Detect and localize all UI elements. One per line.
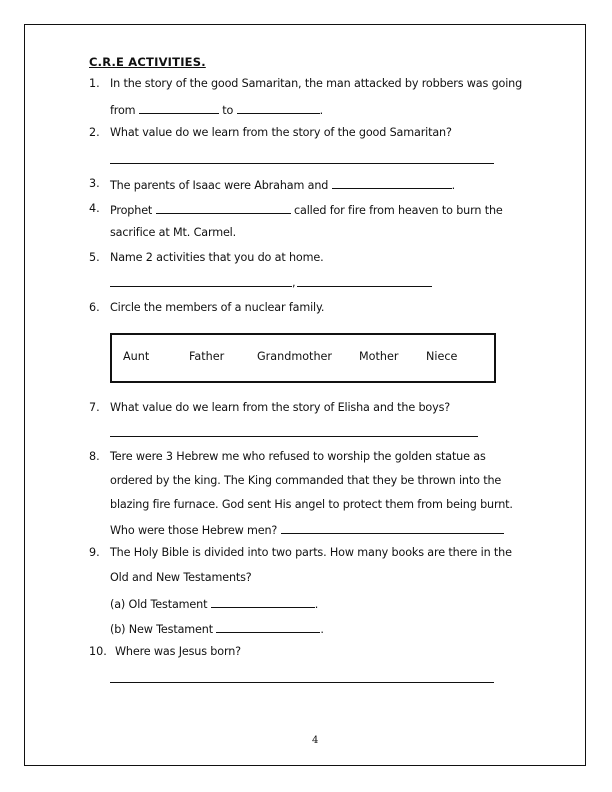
question-8-prompt: Who were those Hebrew men? (110, 524, 278, 537)
question-4-text (110, 202, 503, 218)
period: . (451, 179, 456, 192)
question-5-number: 5. (89, 251, 100, 264)
question-9b-label: (b) New Testament (110, 623, 213, 636)
question-6-number: 6. (89, 301, 100, 314)
question-5-answer-line-2[interactable] (297, 286, 432, 287)
question-9a-answer-blank[interactable] (211, 596, 315, 608)
question-3-answer-blank[interactable] (332, 177, 452, 189)
period: . (319, 104, 323, 117)
question-1-answer-row (110, 102, 323, 118)
question-3-text (110, 177, 455, 193)
question-4-suffix: called for fire from heaven to burn the (293, 204, 503, 217)
question-9-number: 9. (89, 546, 100, 559)
question-4-text-cont: sacrifice at Mt. Carmel. (110, 226, 237, 239)
question-9b-answer-blank[interactable] (216, 621, 320, 633)
question-10-text: Where was Jesus born? (115, 645, 241, 658)
question-8-text-line-1: Tere were 3 Hebrew me who refused to worship the golden statue as (110, 450, 486, 463)
option-niece[interactable]: Niece (426, 350, 458, 363)
question-2-number: 2. (89, 126, 100, 139)
to-label: to (222, 104, 234, 117)
question-1-number: 1. (89, 77, 100, 90)
question-3-prompt: The parents of Isaac were Abraham and (110, 179, 329, 192)
option-grandmother[interactable]: Grandmother (257, 350, 333, 363)
question-10-number: 10. (89, 645, 107, 658)
period: . (320, 623, 324, 636)
option-father[interactable]: Father (189, 350, 225, 363)
period: . (314, 598, 319, 611)
answer-blank-to[interactable] (237, 102, 320, 114)
question-2-text: What value do we learn from the story of the good Samaritan? (110, 126, 452, 139)
question-7-answer-line[interactable] (110, 436, 478, 437)
option-aunt[interactable]: Aunt (123, 350, 150, 363)
question-1-text: In the story of the good Samaritan, the man attacked by robbers was going (110, 77, 523, 90)
question-8-text-line-4 (110, 522, 504, 538)
question-9a (110, 596, 318, 612)
question-9-text-line-2: Old and New Testaments? (110, 571, 252, 584)
from-label: from (110, 104, 136, 117)
question-8-answer-blank[interactable] (281, 522, 504, 534)
question-8-text-line-2: ordered by the king. The King commanded that they be thrown into the (110, 474, 502, 487)
question-4-number: 4. (89, 202, 100, 215)
page-number: 4 (312, 735, 319, 746)
question-9-text-line-1: The Holy Bible is divided into two parts. How many books are there in the (110, 546, 512, 559)
question-4-answer-blank[interactable] (156, 202, 291, 214)
question-8-number: 8. (89, 450, 100, 463)
question-2-answer-line[interactable] (110, 163, 494, 164)
question-10-answer-line[interactable] (110, 682, 494, 683)
question-4-prefix: Prophet (110, 204, 153, 217)
question-3-number: 3. (89, 177, 100, 190)
question-9a-label: (a) Old Testament (110, 598, 208, 611)
question-7-text: What value do we learn from the story of Elisha and the boys? (110, 401, 451, 414)
question-5-answer-line-1[interactable] (110, 286, 292, 287)
question-9b (110, 621, 324, 637)
question-7-number: 7. (89, 401, 100, 414)
answer-blank-from[interactable] (139, 102, 219, 114)
question-5-text: Name 2 activities that you do at home. (110, 251, 324, 264)
question-8-text-line-3: blazing fire furnace. God sent His angel to protect them from being burnt. (110, 498, 513, 511)
question-6-text: Circle the members of a nuclear family. (110, 301, 325, 314)
comma-separator: , (292, 276, 296, 289)
option-mother[interactable]: Mother (359, 350, 399, 363)
page-title: C.R.E ACTIVITIES. (89, 55, 206, 69)
